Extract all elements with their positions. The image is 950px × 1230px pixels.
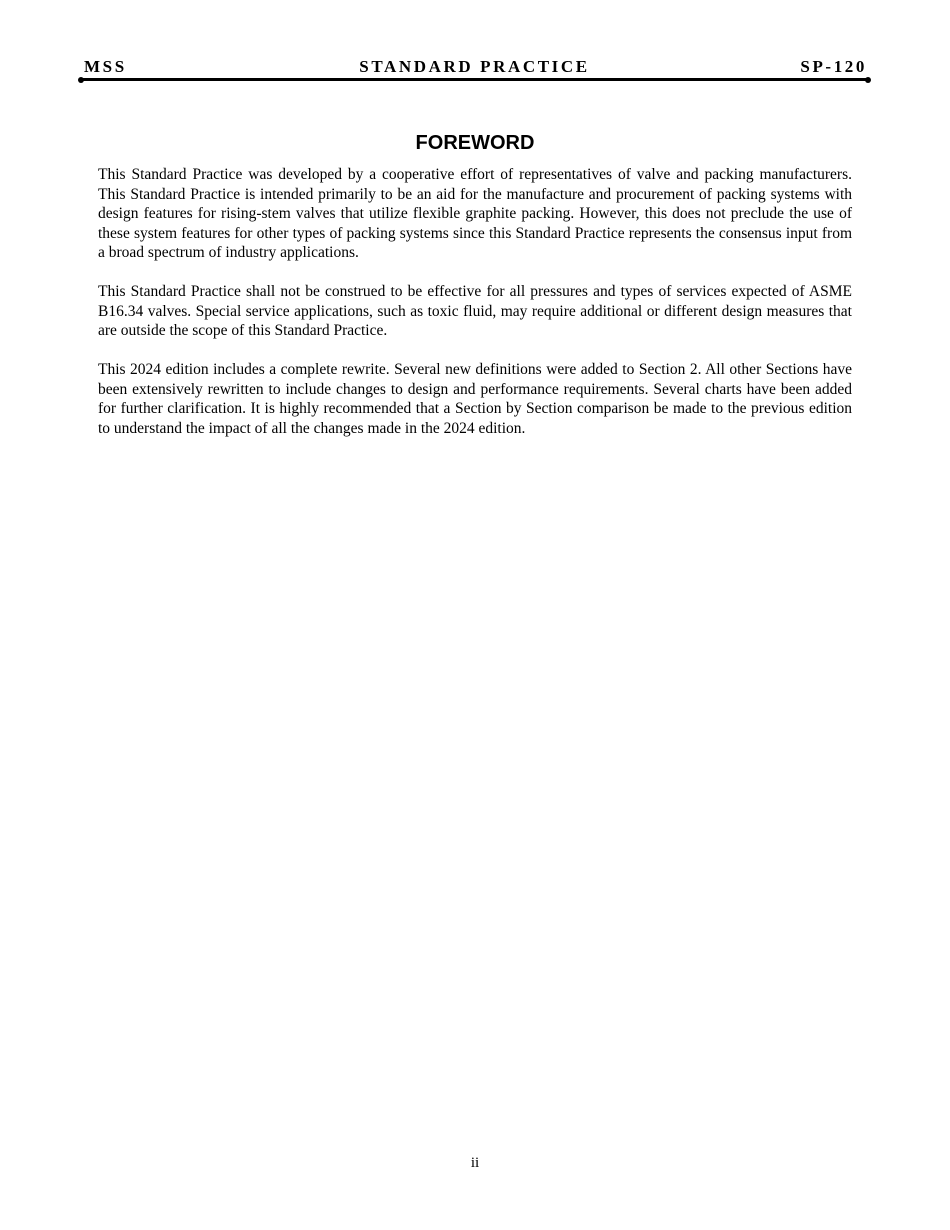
page-header [80,57,869,79]
foreword-paragraph: This Standard Practice was developed by a cooperative effort of representatives of valve and packing manufacturers. This Standard Practice is intended primarily to be an aid for the manufacture and procurement of packing systems with design features for rising-stem valves that utilize flexible graphite packing. However, this does not preclude the use of these system features for other types of packing systems since this Standard Practice represents the consensus input from a broad spectrum of industry applications. [98,166,852,261]
header-organization: MSS [84,57,127,76]
foreword-paragraph: This 2024 edition includes a complete rewrite. Several new definitions were added to Section 2. All other Sections have been extensively rewritten to include changes to design and performance requirements. Several charts have been added for further clarification. It is highly recommended that a Section by Section comparison be made to the previous edition to understand the impact of all the changes made in the 2024 edition. [98,361,852,437]
header-document-type: STANDARD PRACTICE [359,57,590,76]
foreword-paragraph: This Standard Practice shall not be construed to be effective for all pressures and types of services expected of ASME B16.34 valves. Special service applications, such as toxic fluid, may require additional or different design measures that are outside the scope of this Standard Practice. [98,283,852,339]
header-document-number: SP-120 [800,57,867,76]
page-number: ii [470,1155,480,1171]
foreword-body [98,165,852,458]
header-rule [80,78,869,81]
page-title: FOREWORD [415,132,535,154]
